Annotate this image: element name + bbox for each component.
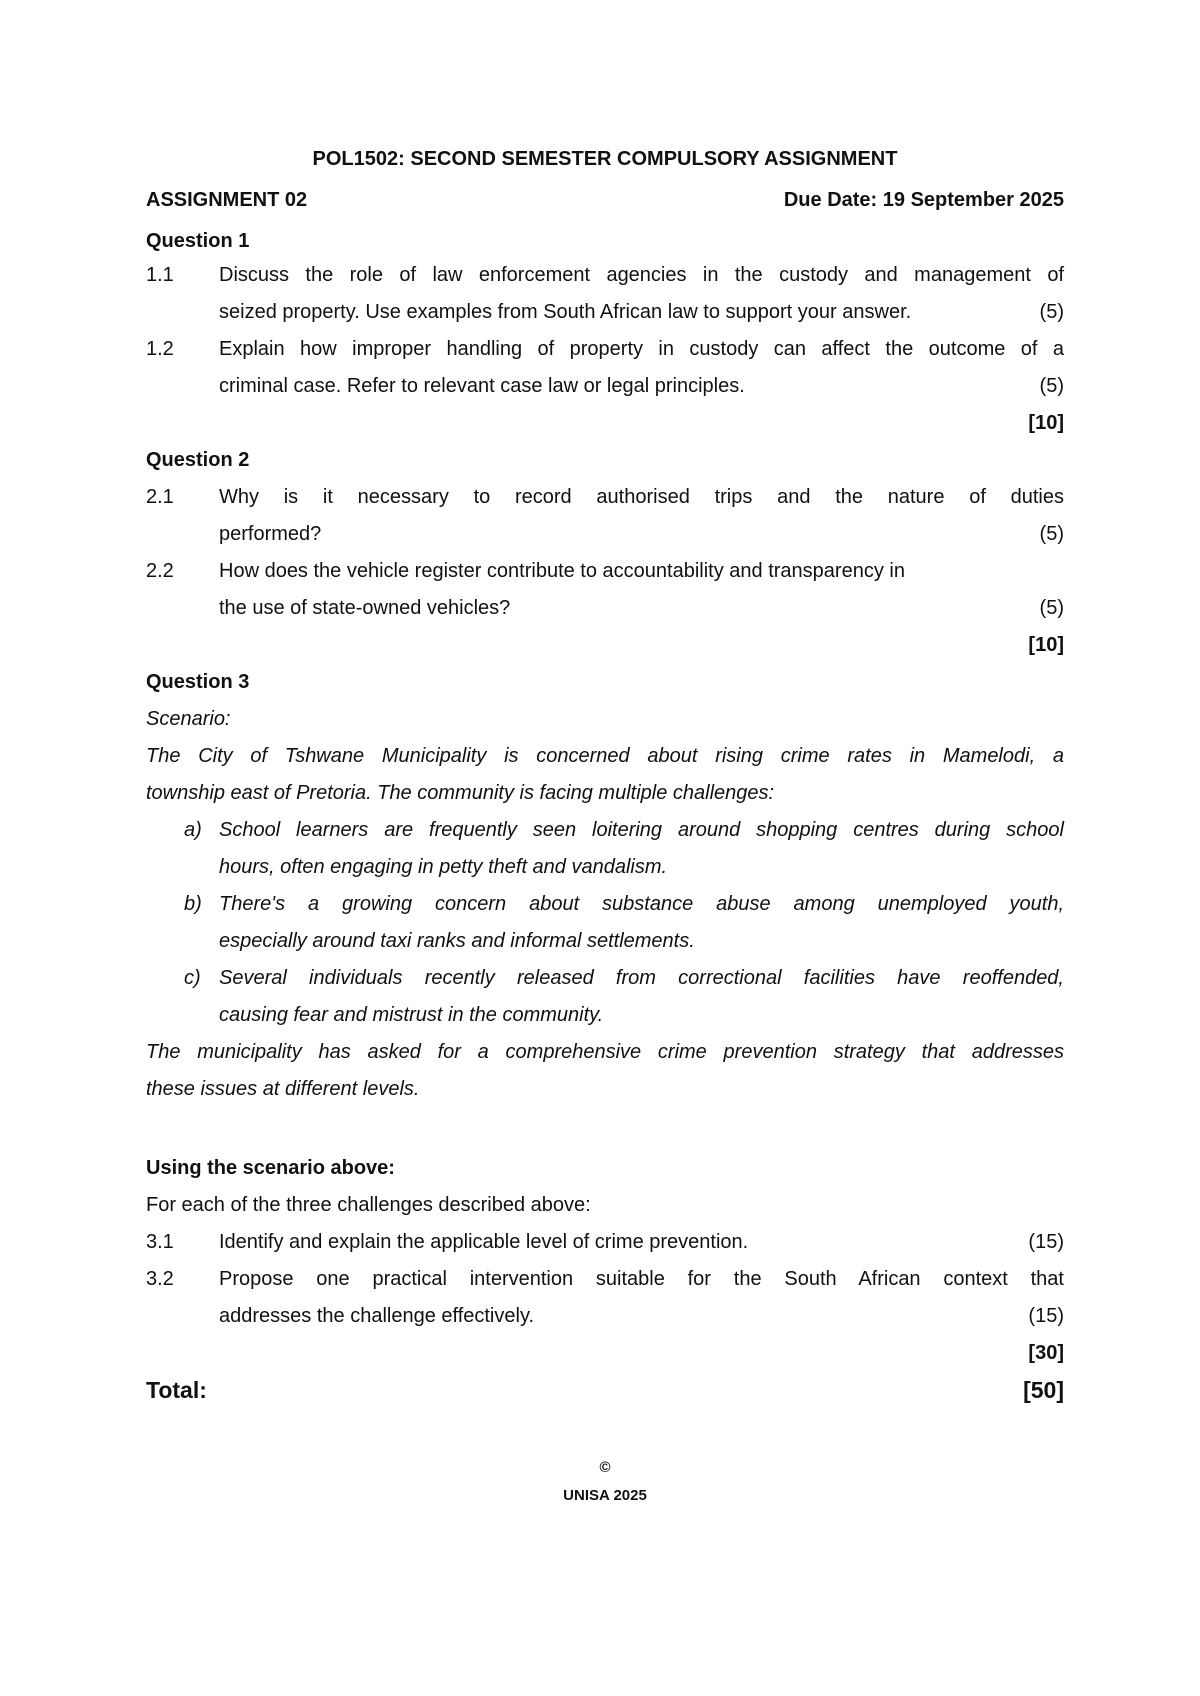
copyright-symbol: © <box>599 1459 611 1476</box>
scenario-closing-line-2: these issues at different levels. <box>146 1078 420 1100</box>
item-number: 1.1 <box>146 264 174 286</box>
mark-allocation: (5) <box>1039 597 1064 619</box>
item-text: Discuss the role of law enforcement agencies in the custody and management of <box>219 264 1064 286</box>
question-3-heading: Question 3 <box>146 671 250 693</box>
challenge-text: Several individuals recently released from correctional facilities have reoffended, <box>219 967 1064 989</box>
document-title: POL1502: SECOND SEMESTER COMPULSORY ASSIGNMENT <box>312 148 898 170</box>
challenge-text: School learners are frequently seen loitering around shopping centres during school <box>219 819 1064 841</box>
using-scenario-heading: Using the scenario above: <box>146 1157 395 1179</box>
question-2-heading: Question 2 <box>146 449 250 471</box>
grand-total-value: [50] <box>1023 1377 1064 1403</box>
mark-allocation: (5) <box>1039 523 1064 545</box>
scenario-intro-line-1: The City of Tshwane Municipality is concerned about rising crime rates in Mamelodi, a <box>146 745 1064 767</box>
mark-allocation: (15) <box>1028 1231 1064 1253</box>
item-text: Why is it necessary to record authorised trips and the nature of duties <box>219 486 1064 508</box>
item-text: criminal case. Refer to relevant case law or legal principles. <box>219 375 745 397</box>
question-2-total: [10] <box>1028 634 1064 656</box>
item-text: performed? <box>219 523 322 545</box>
item-text: Identify and explain the applicable level of crime prevention. <box>219 1231 749 1253</box>
item-text: the use of state-owned vehicles? <box>219 597 511 619</box>
mark-allocation: (5) <box>1039 301 1064 323</box>
item-text: seized property. Use examples from South African law to support your answer. <box>219 301 912 323</box>
mark-allocation: (5) <box>1039 375 1064 397</box>
challenge-text: There's a growing concern about substance abuse among unemployed youth, <box>219 893 1064 915</box>
challenge-text: causing fear and mistrust in the community. <box>219 1004 604 1026</box>
question-1-heading: Question 1 <box>146 230 250 252</box>
challenge-letter: b) <box>184 893 202 915</box>
item-number: 2.2 <box>146 560 174 582</box>
challenge-text: especially around taxi ranks and informal settlements. <box>219 930 695 952</box>
challenge-text: hours, often engaging in petty theft and vandalism. <box>219 856 668 878</box>
assignment-number: ASSIGNMENT 02 <box>146 189 308 211</box>
item-text: How does the vehicle register contribute to accountability and transparency in <box>219 560 905 582</box>
item-number: 2.1 <box>146 486 174 508</box>
challenge-letter: c) <box>184 967 201 989</box>
scenario-label: Scenario: <box>146 708 231 730</box>
question-3-total: [30] <box>1028 1342 1064 1364</box>
scenario-intro-line-2: township east of Pretoria. The community is facing multiple challenges: <box>146 782 775 804</box>
question-1-total: [10] <box>1028 412 1064 434</box>
grand-total-row <box>146 1371 1064 1409</box>
due-date: Due Date: 19 September 2025 <box>783 189 1064 211</box>
item-text: addresses the challenge effectively. <box>219 1305 535 1327</box>
mark-allocation: (15) <box>1028 1305 1064 1327</box>
footer-organisation: UNISA 2025 <box>563 1487 647 1504</box>
item-text: Propose one practical intervention suitable for the South African context that <box>219 1268 1064 1290</box>
item-number: 3.2 <box>146 1268 174 1290</box>
instruction-text: For each of the three challenges described above: <box>146 1194 591 1216</box>
challenge-letter: a) <box>184 819 202 841</box>
item-number: 3.1 <box>146 1231 174 1253</box>
item-number: 1.2 <box>146 338 174 360</box>
scenario-closing-line-1: The municipality has asked for a comprehensive crime prevention strategy that addresses <box>146 1041 1064 1063</box>
item-text: Explain how improper handling of property in custody can affect the outcome of a <box>219 338 1064 360</box>
grand-total-label: Total: <box>146 1377 207 1403</box>
assignment-header-row <box>146 181 1064 219</box>
document-page <box>146 0 1064 1696</box>
